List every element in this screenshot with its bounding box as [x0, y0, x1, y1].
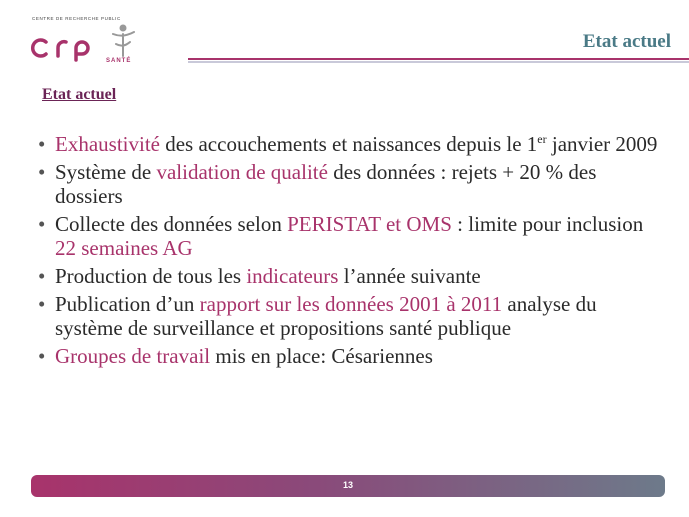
- header-title: Etat actuel: [582, 31, 671, 52]
- page-number: 13: [342, 480, 353, 490]
- crp-logo-mark: [28, 22, 178, 62]
- bullet-list: [38, 132, 658, 372]
- crp-sante-logo: [28, 12, 178, 70]
- header-divider: [188, 58, 689, 64]
- footer-bar: [31, 475, 665, 497]
- bullet-item: • Production de tous les indicateurs l’année suivante: [38, 264, 481, 288]
- logo-sub-text: SANTÉ: [106, 58, 132, 64]
- bullet-item: • Collecte des données selon PERISTAT et OMS : limite pour inclusion 22 semaines AG: [38, 212, 644, 260]
- bullet-item: • Système de validation de qualité des données : rejets + 20 % des dossiers: [38, 160, 597, 208]
- logo-top-text: CENTRE DE RECHERCHE PUBLIC: [32, 16, 121, 21]
- bullet-dot-icon: •: [38, 344, 46, 368]
- bullet-dot-icon: •: [38, 264, 46, 288]
- bullet-dot-icon: •: [38, 160, 46, 184]
- slide-subtitle: Etat actuel: [42, 86, 117, 103]
- bullet-item: • Publication d’un rapport sur les données 2001 à 2011 analyse du système de surveillance et propositions santé publique: [38, 292, 597, 340]
- bullet-item: • Groupes de travail mis en place: Césariennes: [38, 344, 433, 368]
- bullet-dot-icon: •: [38, 292, 46, 316]
- bullet-item: • Exhaustivité des accouchements et naissances depuis le 1er janvier 2009: [38, 132, 658, 156]
- bullet-dot-icon: •: [38, 212, 46, 236]
- bullet-dot-icon: •: [38, 132, 46, 156]
